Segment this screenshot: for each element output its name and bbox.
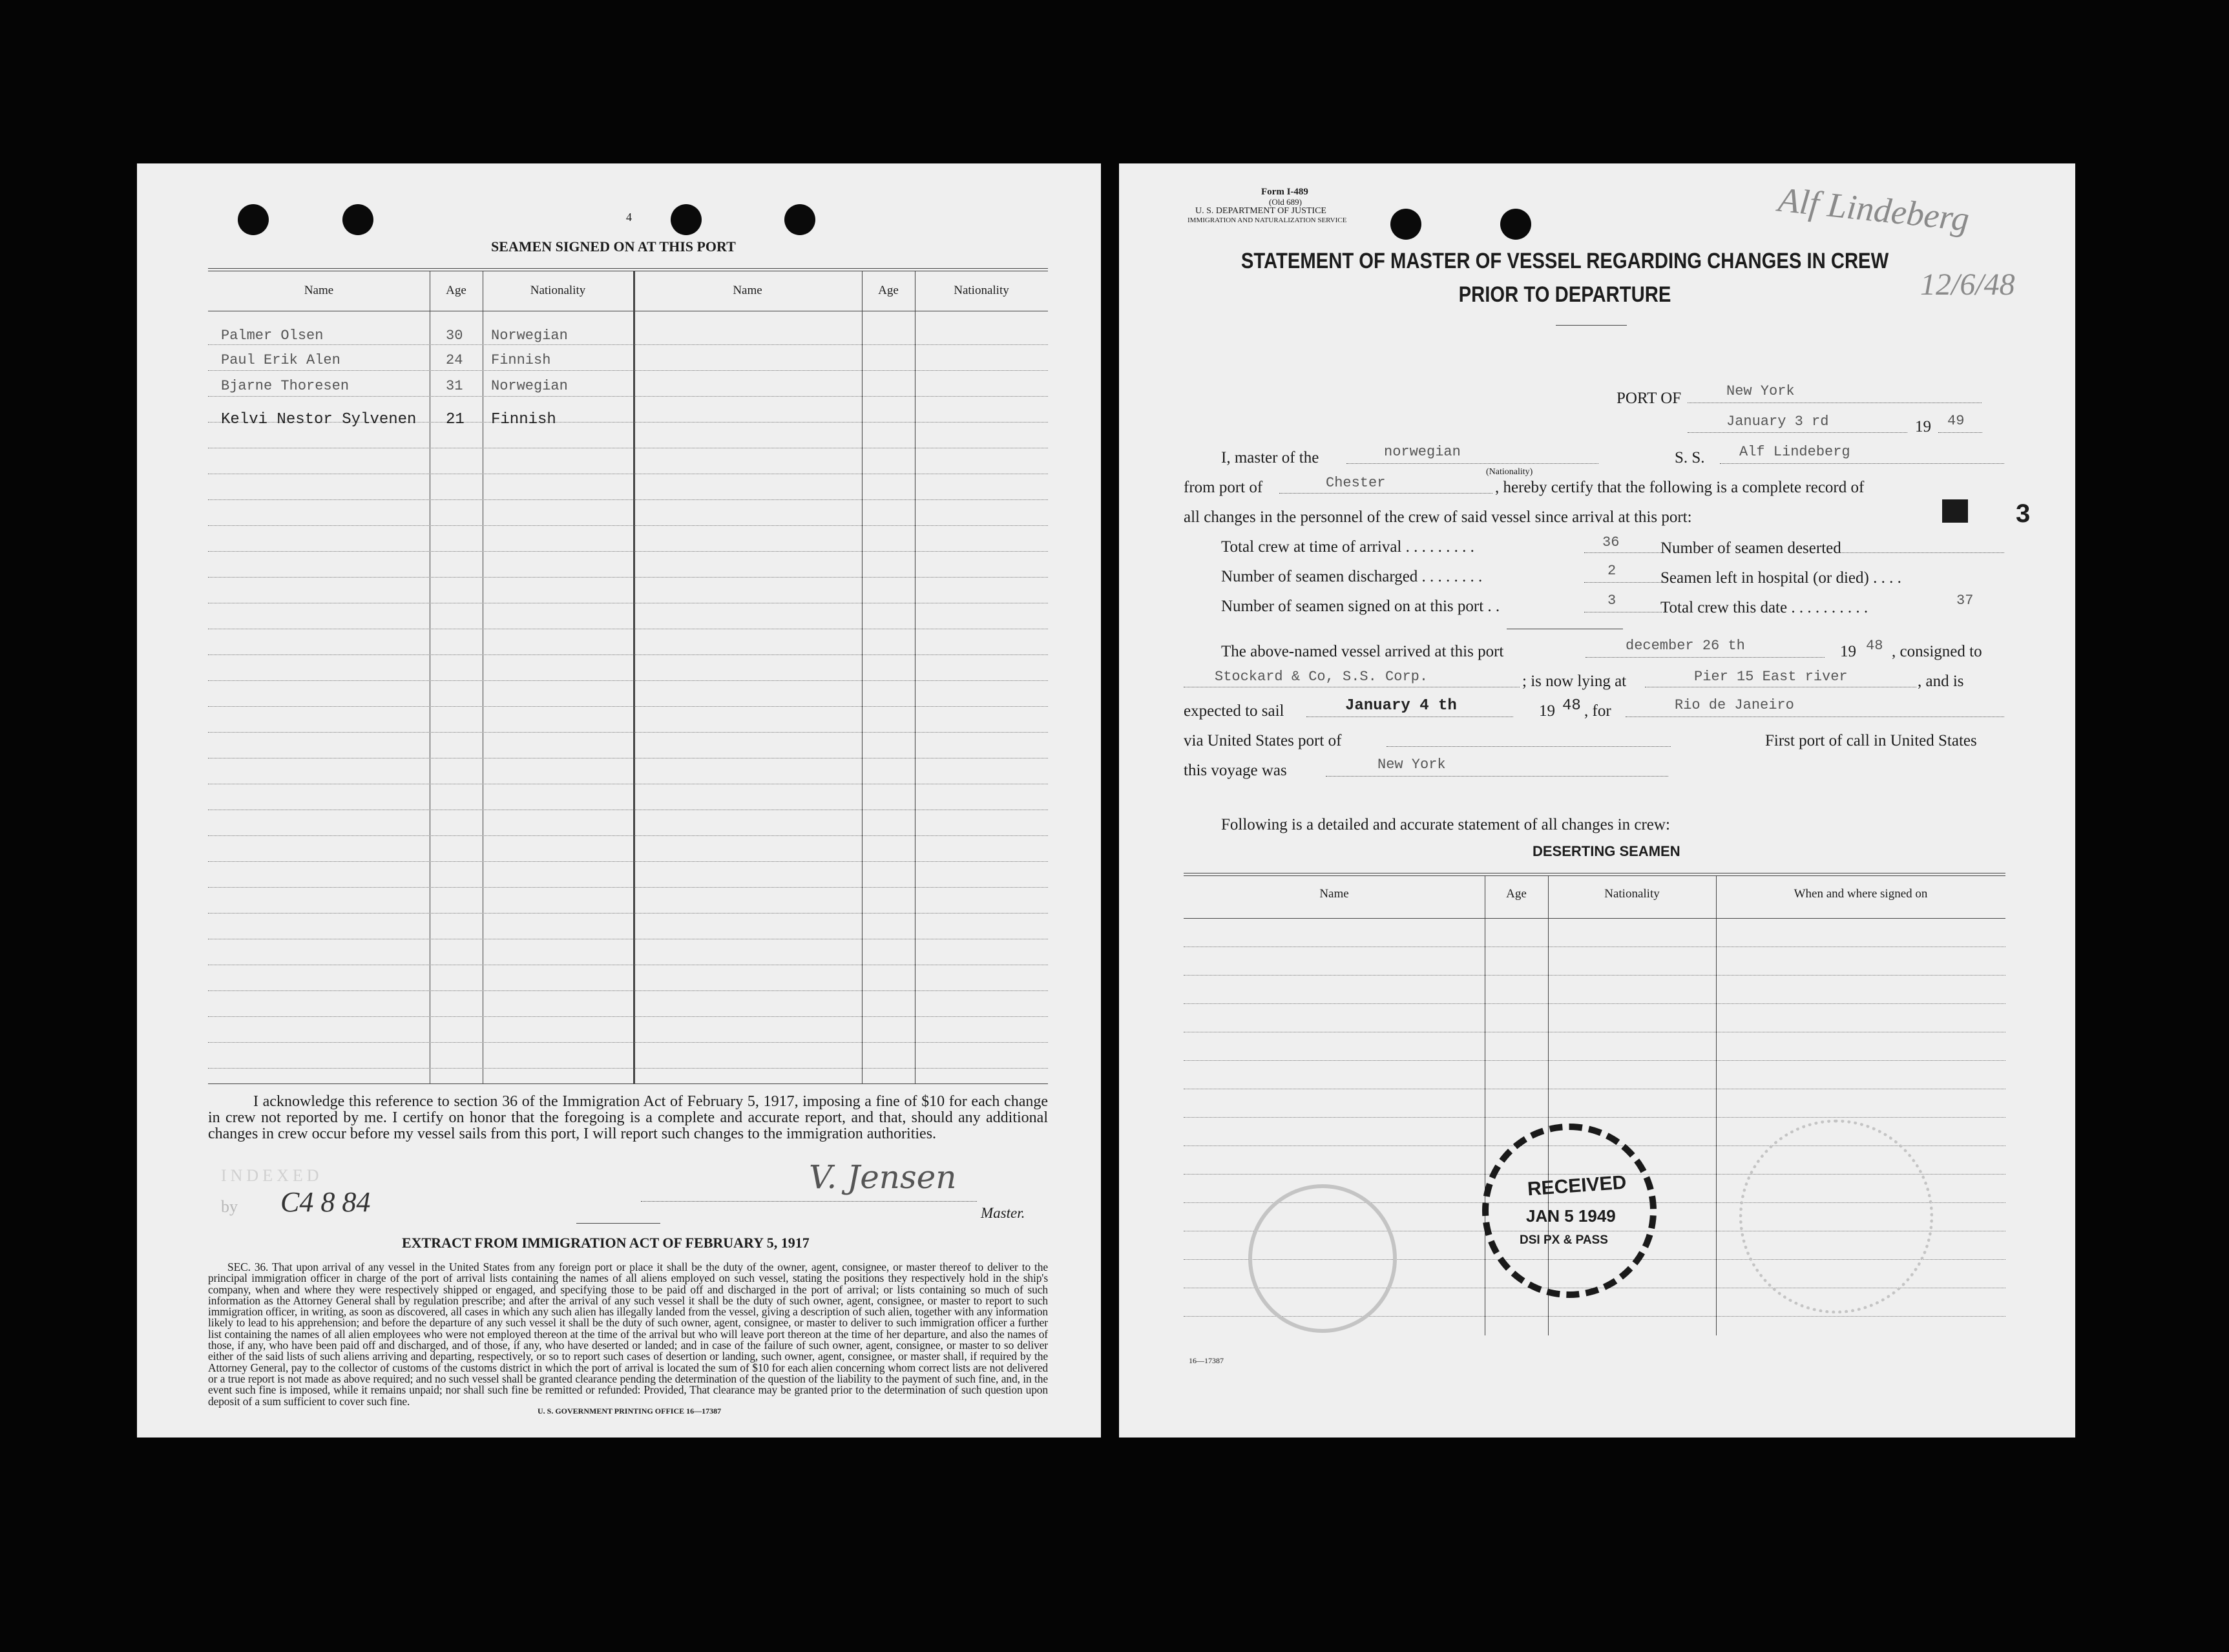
arrived-year-prefix: 19 <box>1840 643 1856 660</box>
punch-hole <box>1500 209 1531 240</box>
printer-line: 16—17387 <box>1189 1356 1224 1365</box>
for-label: , for <box>1584 702 1611 720</box>
column-header: Age <box>878 284 899 297</box>
row-line <box>208 370 1048 371</box>
row-line <box>208 835 1048 836</box>
column-header: Name <box>1319 887 1349 901</box>
from-port-label: from port of <box>1184 479 1263 496</box>
seaman-age: 30 <box>446 328 463 344</box>
form-subtitle: PRIOR TO DEPARTURE <box>1458 282 1671 307</box>
column-header: Name <box>733 284 762 297</box>
row-line <box>208 1016 1048 1017</box>
column-header: When and where signed on <box>1794 887 1928 901</box>
handwritten-date: 12/6/48 <box>1920 267 2015 302</box>
punch-hole <box>671 204 702 235</box>
hospital-label: Seamen left in hospital (or died) . . . . <box>1660 569 1901 587</box>
total-arrival-value: 36 <box>1602 534 1620 550</box>
row-line <box>1184 946 2005 947</box>
voyage-label: this voyage was <box>1184 762 1287 779</box>
service: IMMIGRATION AND NATURALIZATION SERVICE <box>1188 216 1347 224</box>
punch-hole <box>784 204 815 235</box>
row-line <box>208 654 1048 655</box>
from-port-value: Chester <box>1326 475 1386 491</box>
row-line <box>208 551 1048 552</box>
seaman-name: Bjarne Thoresen <box>221 378 350 394</box>
left-page <box>137 163 1101 1438</box>
column-header: Age <box>1506 887 1527 901</box>
consigned-label: , consigned to <box>1892 643 1982 660</box>
punch-hole <box>1390 209 1421 240</box>
handwritten-ship-name: Alf Lindeberg <box>1776 180 1971 239</box>
form-title: STATEMENT OF MASTER OF VESSEL REGARDING CHANGES IN CREW <box>1240 249 1889 273</box>
indexed-stamp: INDEXED <box>221 1166 323 1185</box>
consignee-value: Stockard & Co, S.S. Corp. <box>1215 669 1428 685</box>
department: U. S. DEPARTMENT OF JUSTICE <box>1195 206 1326 216</box>
seaman-nationality: Norwegian <box>491 328 568 344</box>
discharged-label: Number of seamen discharged . . . . . . . . <box>1221 568 1483 585</box>
extract-title: EXTRACT FROM IMMIGRATION ACT OF FEBRUARY 5, 1917 <box>402 1235 810 1251</box>
section-title: SEAMEN SIGNED ON AT THIS PORT <box>491 238 736 255</box>
arrived-year-value: 48 <box>1866 638 1883 654</box>
row-line <box>208 732 1048 733</box>
row-line <box>208 344 1048 345</box>
acknowledgement-text: I acknowledge this reference to section 36 of the Immigration Act of February 5, 1917, imposing a fine of $10 for each change in crew not reported by me. I certify on honor that the foregoing is a complete and accurate report, and that, should any additional changes in crew occur before my vessel sails from this port, I will report such changes to the immigration authorities. <box>208 1093 1048 1142</box>
form-number: Form I-489 <box>1261 187 1308 197</box>
column-header: Nationality <box>530 284 586 297</box>
seaman-nationality: Finnish <box>491 411 556 428</box>
voyage-value: New York <box>1377 757 1446 773</box>
signed-on-label: Number of seamen signed on at this port . . <box>1221 598 1500 615</box>
seaman-name: Paul Erik Alen <box>221 352 340 368</box>
year-value: 49 <box>1947 413 1965 429</box>
index-marks: C4 8 84 <box>280 1186 371 1218</box>
date-value: January 3 rd <box>1726 413 1829 430</box>
for-value: Rio de Janeiro <box>1675 697 1794 713</box>
row-line <box>208 680 1048 681</box>
lying-value: Pier 15 East river <box>1694 669 1848 685</box>
row-line <box>1184 975 2005 976</box>
punch-hole <box>238 204 269 235</box>
expected-label: expected to sail <box>1184 702 1284 720</box>
arrived-value: december 26 th <box>1626 638 1745 654</box>
ship-name: Alf Lindeberg <box>1739 444 1850 460</box>
column-header: Age <box>446 284 466 297</box>
page-number: 4 <box>626 211 632 224</box>
following-text: Following is a detailed and accurate statement of all changes in crew: <box>1221 816 1670 833</box>
expected-year-prefix: 19 <box>1539 702 1555 720</box>
form-old-number: (Old 689) <box>1269 197 1302 207</box>
arrived-label: The above-named vessel arrived at this port <box>1221 643 1504 660</box>
row-line <box>208 1042 1048 1043</box>
right-page <box>1119 163 2075 1438</box>
certify-text: , hereby certify that the following is a complete record of <box>1495 479 1865 496</box>
total-date-label: Total crew this date . . . . . . . . . . <box>1660 599 1868 616</box>
row-line <box>208 990 1048 991</box>
extract-text: SEC. 36. That upon arrival of any vessel in the United States from any foreign port or place it shall be the duty of the owner, agent, consignee, or master thereof to deliver to the principal immigration officer in charge of the port of arrival lists containing the names of all aliens employed on such vessel, stating the positions they respectively hold in the ship's company, when and where they were respectively shipped or engaged, and specifying those to be paid off and discharged in the port of arrival; or lists containing so much of such information as the Attorney General shall by regulation prescribe; and after the arrival of any such vessel it shall be the duty of such owner, agent, consignee, or master to report to such immigration officer, in writing, as soon as discovered, all cases in which any such alien has illegally landed from the vessel, giving a description of such alien, together with any information likely to lead to his apprehension; and before the departure of any such vessel it shall be the duty of such owner, agent, consignee, or master to deliver to such immigration officer a further list containing the names of all alien employees who were not employed thereon at the time of the arrival but who will leave port thereon at the time of her departure, and also the names of those, if any, who have been paid off and discharged, and of those, if any, who have deserted or landed; and in case of the failure of such owner, agent, consignee, or master to so deliver either of the said lists of such aliens arriving and departing, respectively, or so to report such cases of desertion or landing, such owner, agent, consignee, or master shall, if required by the Attorney General, pay to the collector of customs of the customs district in which the port of arrival is located the sum of $10 for each alien concerning whom correct lists are not delivered or a true report is not made as above required; and no such vessel shall be granted clearance pending the determination of the question of the liability to the payment of such fine, and, in the event such fine is imposed, while it remains unpaid; nor shall such fine be remitted or refunded: Provided, That clearance may be granted prior to the determination of such question upon deposit of a sum sufficient to cover such fine. <box>208 1260 1048 1408</box>
row-line <box>208 396 1048 397</box>
via-label: via United States port of <box>1184 732 1342 749</box>
row-line <box>1184 1060 2005 1061</box>
received-stamp <box>1482 1124 1657 1298</box>
and-is-label: , and is <box>1918 673 1964 690</box>
row-line <box>208 887 1048 888</box>
row-line <box>208 525 1048 526</box>
seaman-age: 21 <box>446 411 465 428</box>
port-of-label: PORT OF <box>1617 390 1682 407</box>
nationality-value: norwegian <box>1384 444 1461 460</box>
seaman-age: 24 <box>446 352 463 368</box>
faded-stamp <box>1248 1184 1397 1333</box>
master-of-label: I, master of the <box>1221 449 1319 466</box>
faded-stamp <box>1739 1120 1933 1313</box>
row-line <box>208 577 1048 578</box>
stamp-date: JAN 5 1949 <box>1526 1206 1616 1226</box>
corner-mark: 3 <box>2016 499 2031 528</box>
row-line <box>1184 1117 2005 1118</box>
punch-hole <box>342 204 373 235</box>
deserting-title: DESERTING SEAMEN <box>1533 843 1680 859</box>
certify-text-2: all changes in the personnel of the crew of said vessel since arrival at this port: <box>1184 508 1692 526</box>
column-header: Name <box>304 284 334 297</box>
master-signature: V. Jensen <box>809 1158 957 1196</box>
stamp-office: DSI PX & PASS <box>1520 1233 1608 1247</box>
port-of-value: New York <box>1726 383 1795 399</box>
master-label: Master. <box>981 1205 1025 1221</box>
row-line <box>208 1068 1048 1069</box>
first-port-label: First port of call in United States <box>1765 732 1977 749</box>
stamp-received: RECEIVED <box>1527 1171 1627 1200</box>
column-header: Nationality <box>954 284 1009 297</box>
ss-label: S. S. <box>1675 449 1705 466</box>
seaman-nationality: Norwegian <box>491 378 568 394</box>
total-arrival-label: Total crew at time of arrival . . . . . . . . . <box>1221 538 1474 556</box>
discharged-value: 2 <box>1607 563 1617 579</box>
signed-on-value: 3 <box>1607 592 1617 609</box>
by-label: by <box>221 1197 238 1216</box>
row-line <box>208 706 1048 707</box>
corner-mark-block <box>1942 499 1968 523</box>
deserted-label: Number of seamen deserted <box>1660 539 1841 557</box>
printer-line: U. S. GOVERNMENT PRINTING OFFICE 16—17387 <box>538 1406 722 1416</box>
expected-value: January 4 th <box>1345 697 1457 715</box>
seaman-name: Kelvi Nestor Sylvenen <box>221 411 417 428</box>
lying-label: ; is now lying at <box>1522 673 1627 690</box>
total-date-value: 37 <box>1956 592 1974 609</box>
row-line <box>208 861 1048 862</box>
row-line <box>208 499 1048 500</box>
seaman-age: 31 <box>446 378 463 394</box>
nationality-caption: (Nationality) <box>1486 467 1533 477</box>
seaman-nationality: Finnish <box>491 352 551 368</box>
row-line <box>208 913 1048 914</box>
year-prefix: 19 <box>1915 418 1931 435</box>
expected-year-value: 48 <box>1562 697 1581 715</box>
column-header: Nationality <box>1604 887 1660 901</box>
row-line <box>1184 1003 2005 1004</box>
seaman-name: Palmer Olsen <box>221 328 324 344</box>
